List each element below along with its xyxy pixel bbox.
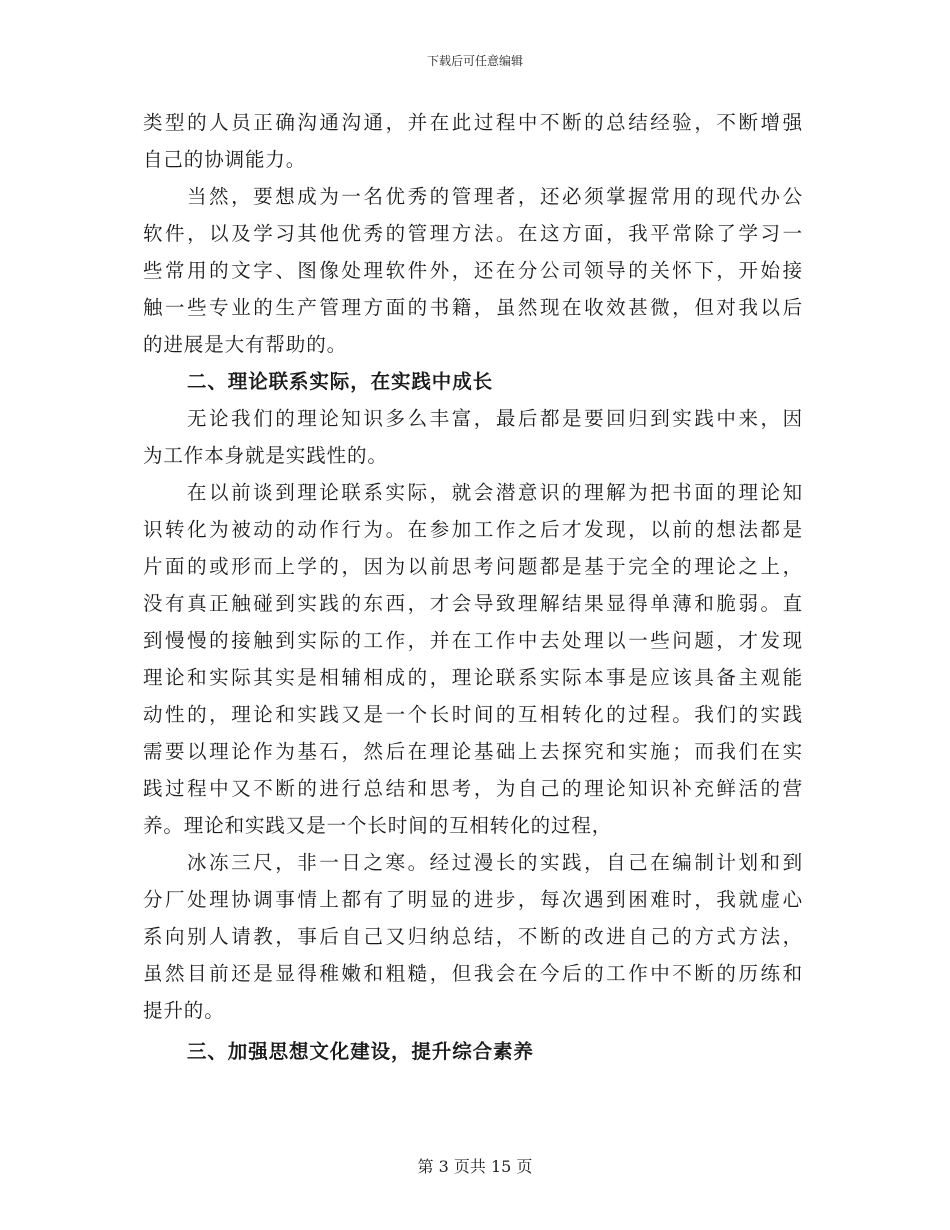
page-header: 下载后可任意编辑 [426, 54, 523, 68]
body-line: 动性的，理论和实践又是一个长时间的互相转化的过程。我们的实践 [143, 703, 803, 726]
body-line: 践过程中又不断的进行总结和思考，为自己的理论知识补充鲜活的营 [143, 777, 803, 800]
body-line: 类型的人员正确沟通沟通，并在此过程中不断的总结经验，不断增强 [143, 111, 803, 134]
body-line: 识转化为被动的动作行为。在参加工作之后才发现，以前的想法都是 [143, 518, 803, 541]
body-line: 提升的。 [143, 999, 225, 1022]
body-line: 软件，以及学习其他优秀的管理方法。在这方面，我平常除了学习一 [143, 222, 803, 245]
body-line: 的进展是大有帮助的。 [143, 333, 348, 356]
body-line: 系向别人请教，事后自己又归纳总结，不断的改进自己的方式方法， [143, 925, 803, 948]
paragraph-first-line: 在以前谈到理论联系实际，就会潜意识的理解为把书面的理论知 [187, 481, 803, 504]
section-heading: 二、理论联系实际，在实践中成长 [187, 370, 494, 393]
body-line: 没有真正触碰到实践的东西，才会导致理解结果显得单薄和脆弱。直 [143, 592, 803, 615]
section-heading: 三、加强思想文化建设，提升综合素养 [187, 1040, 534, 1063]
paragraph-first-line: 冰冻三尺，非一日之寒。经过漫长的实践，自己在编制计划和到 [187, 851, 803, 874]
body-line: 分厂处理协调事情上都有了明显的进步，每次遇到困难时，我就虚心 [143, 888, 803, 911]
paragraph-first-line: 当然，要想成为一名优秀的管理者，还必须掌握常用的现代办公 [187, 185, 803, 208]
document-body [143, 104, 803, 1070]
body-line: 为工作本身就是实践性的。 [143, 444, 388, 467]
body-line: 虽然目前还是显得稚嫩和粗糙，但我会在今后的工作中不断的历练和 [143, 962, 803, 985]
body-line: 到慢慢的接触到实际的工作，并在工作中去处理以一些问题，才发现 [143, 629, 803, 652]
page-footer: 第 3 页共 15 页 [417, 1157, 533, 1176]
body-line: 理论和实际其实是相辅相成的，理论联系实际本事是应该具备主观能 [143, 666, 803, 689]
body-line: 些常用的文字、图像处理软件外，还在分公司领导的关怀下，开始接 [143, 259, 803, 282]
body-line: 片面的或形而上学的，因为以前思考问题都是基于完全的理论之上， [143, 555, 803, 578]
body-line: 养。理论和实践又是一个长时间的互相转化的过程， [143, 814, 613, 837]
body-line: 自己的协调能力。 [143, 148, 307, 171]
body-line: 需要以理论作为基石，然后在理论基础上去探究和实施；而我们在实 [143, 740, 803, 763]
paragraph-first-line: 无论我们的理论知识多么丰富，最后都是要回归到实践中来，因 [187, 407, 803, 430]
body-line: 触一些专业的生产管理方面的书籍，虽然现在收效甚微，但对我以后 [143, 296, 803, 319]
